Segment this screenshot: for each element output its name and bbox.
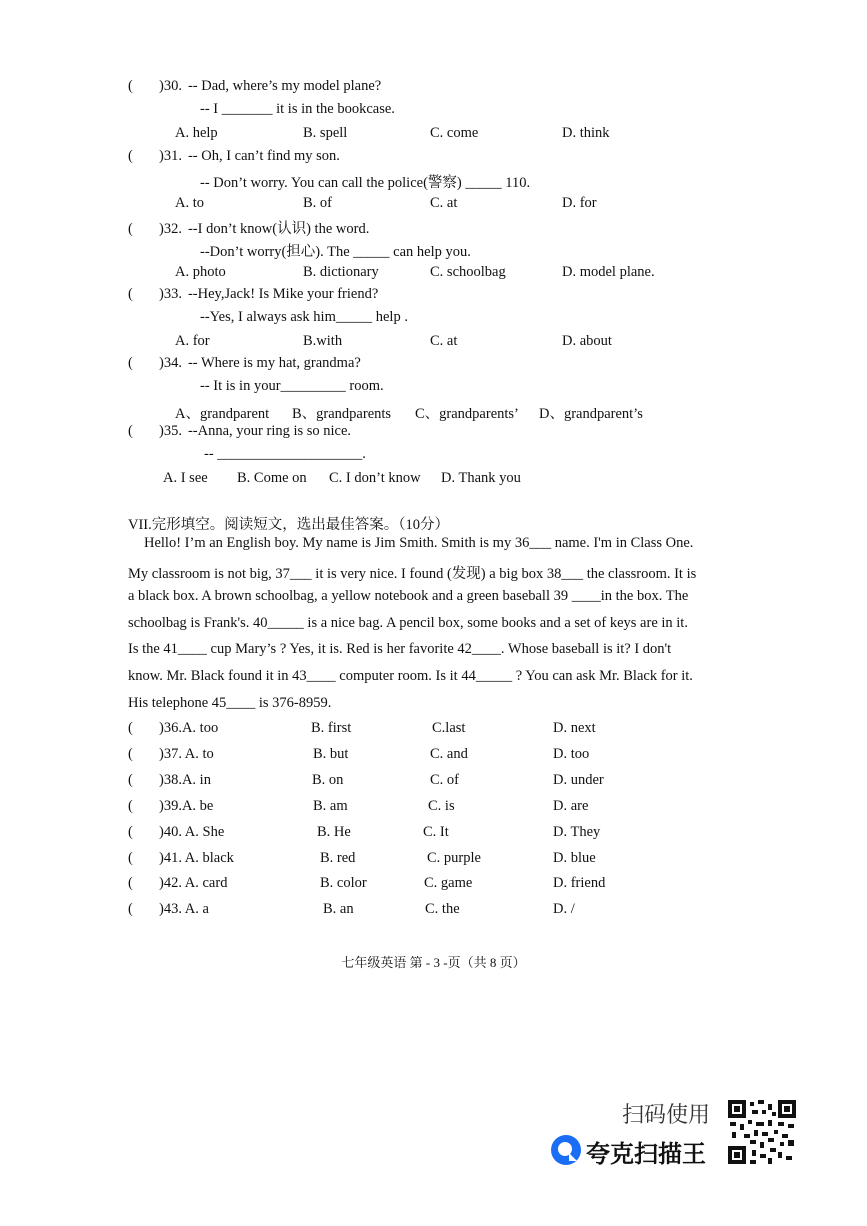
question-line xyxy=(128,355,361,372)
option-d[interactable]: D. too xyxy=(553,745,590,762)
option-b[interactable]: B. on xyxy=(312,771,344,788)
option-c[interactable]: C. I don’t know xyxy=(329,470,421,486)
option-d[interactable]: D. model plane. xyxy=(562,264,655,280)
option-d[interactable]: D. Thank you xyxy=(441,470,521,486)
option-a[interactable]: )39.A. be xyxy=(159,797,214,814)
question-response: -- Don’t worry. You can call the police(警察) _____ 110. xyxy=(200,175,531,191)
option-d[interactable]: D. friend xyxy=(553,875,606,892)
question-number: )30. xyxy=(159,78,182,94)
option-d[interactable]: D. under xyxy=(553,771,604,788)
option-c[interactable]: C. come xyxy=(430,125,479,141)
cloze-row xyxy=(128,875,227,892)
option-c[interactable]: C. the xyxy=(425,901,460,918)
answer-blank[interactable]: ( xyxy=(128,221,133,237)
option-c[interactable]: C、grandparents’ xyxy=(415,406,519,422)
question-prompt: --I don’t know(认识) the word. xyxy=(187,221,370,237)
option-c[interactable]: C. is xyxy=(428,797,455,814)
option-d[interactable]: D. They xyxy=(553,823,601,840)
option-a[interactable]: )42. A. card xyxy=(159,875,228,892)
passage-line: His telephone 45____ is 376-8959. xyxy=(128,694,332,711)
option-d[interactable]: D. about xyxy=(562,333,612,349)
option-a[interactable]: )40. A. She xyxy=(159,823,225,840)
answer-blank[interactable]: ( xyxy=(128,720,133,736)
question-line xyxy=(128,423,351,440)
passage-line: schoolbag is Frank's. 40_____ is a nice bag. A pencil box, some books and a set of keys are in it. xyxy=(128,614,688,631)
scan-label: 扫码使用 xyxy=(622,1103,711,1128)
option-a[interactable]: A. photo xyxy=(175,264,226,280)
question-number: )33. xyxy=(159,286,182,302)
question-line xyxy=(128,148,340,165)
question-prompt: -- Dad, where’s my model plane? xyxy=(187,78,382,94)
quark-logo-icon xyxy=(550,1134,582,1166)
cloze-row xyxy=(128,746,214,763)
passage-line: Hello! I’m an English boy. My name is Jim Smith. Smith is my 36___ name. I'm in Class One. xyxy=(144,535,694,551)
option-c[interactable]: C. game xyxy=(424,875,473,892)
answer-blank[interactable]: ( xyxy=(128,797,133,814)
section-title: VII.完形填空。阅读短文，选出最佳答案。（10分） xyxy=(128,517,450,533)
question-response: --Yes, I always ask him_____ help . xyxy=(200,309,408,325)
option-c[interactable]: C.last xyxy=(432,720,466,736)
question-number: )34. xyxy=(159,355,182,371)
answer-blank[interactable]: ( xyxy=(128,849,133,866)
option-b[interactable]: B. red xyxy=(320,849,356,866)
question-prompt: --Anna, your ring is so nice. xyxy=(187,423,352,439)
option-b[interactable]: B. spell xyxy=(303,125,348,141)
option-c[interactable]: C. It xyxy=(423,823,449,840)
question-line xyxy=(128,217,369,238)
answer-blank[interactable]: ( xyxy=(128,771,133,788)
question-line xyxy=(128,286,378,303)
question-prompt: -- Oh, I can’t find my son. xyxy=(187,148,340,164)
cloze-row xyxy=(128,901,209,918)
passage-line: know. Mr. Black found it in 43____ computer room. Is it 44_____ ? You can ask Mr. Black for it. xyxy=(128,668,693,684)
question-response: --Don’t worry(担心). The _____ can help you. xyxy=(200,244,471,260)
passage-line: My classroom is not big, 37___ it is very nice. I found (发现) a big box 38___ the classroom. It is xyxy=(128,565,697,582)
brand-name: 夸克扫描王 xyxy=(586,1140,706,1168)
passage-line: a black box. A brown schoolbag, a yellow notebook and a green baseball 39 ____in the box. The xyxy=(128,588,689,605)
option-b[interactable]: B. color xyxy=(320,875,367,892)
question-response: -- I _______ it is in the bookcase. xyxy=(200,101,395,117)
option-a[interactable]: )43. A. a xyxy=(159,901,209,918)
cloze-row xyxy=(128,824,224,841)
page-footer: 七年级英语 第 - 3 -页（共 8 页） xyxy=(341,955,526,970)
cloze-row xyxy=(128,720,218,737)
cloze-row xyxy=(128,772,211,789)
passage-line: Is the 41____ cup Mary’s ? Yes, it is. Red is her favorite 42____. Whose baseball is it? I don't xyxy=(128,641,672,658)
option-b[interactable]: B. am xyxy=(313,797,348,814)
option-a[interactable]: A. help xyxy=(175,125,218,141)
question-line xyxy=(128,78,381,95)
option-a[interactable]: )37. A. to xyxy=(159,745,214,762)
question-number: )35. xyxy=(159,423,182,439)
option-b[interactable]: B. of xyxy=(303,195,332,211)
option-a[interactable]: A、grandparent xyxy=(175,406,270,422)
answer-blank[interactable]: ( xyxy=(128,823,133,840)
option-d[interactable]: D. for xyxy=(562,195,597,211)
option-c[interactable]: C. purple xyxy=(427,849,481,866)
answer-blank[interactable]: ( xyxy=(128,78,133,94)
answer-blank[interactable]: ( xyxy=(128,148,133,164)
option-a[interactable]: A. for xyxy=(175,333,210,349)
option-c[interactable]: C. at xyxy=(430,195,458,211)
option-b[interactable]: B. first xyxy=(311,720,352,736)
option-c[interactable]: C. at xyxy=(430,333,458,349)
option-b[interactable]: B. an xyxy=(323,901,354,918)
option-d[interactable]: D. / xyxy=(553,901,575,918)
question-response: -- ____________________. xyxy=(204,446,366,462)
qr-code-icon[interactable] xyxy=(728,1100,796,1164)
answer-blank[interactable]: ( xyxy=(128,875,133,892)
answer-blank[interactable]: ( xyxy=(128,901,133,918)
option-b[interactable]: B.with xyxy=(303,333,343,349)
option-b[interactable]: B、grandparents xyxy=(292,406,392,422)
option-b[interactable]: B. dictionary xyxy=(303,264,379,280)
answer-blank[interactable]: ( xyxy=(128,745,133,762)
cloze-row xyxy=(128,798,213,815)
option-c[interactable]: C. schoolbag xyxy=(430,264,506,280)
question-number: )31. xyxy=(159,148,182,164)
answer-blank[interactable]: ( xyxy=(128,286,133,302)
question-number: )32. xyxy=(159,221,182,237)
option-d[interactable]: D. blue xyxy=(553,849,596,866)
option-a[interactable]: )38.A. in xyxy=(159,771,211,788)
option-c[interactable]: C. and xyxy=(430,745,468,762)
option-a[interactable]: )41. A. black xyxy=(159,849,234,866)
answer-blank[interactable]: ( xyxy=(128,355,133,371)
cloze-row xyxy=(128,850,234,867)
answer-blank[interactable]: ( xyxy=(128,423,133,439)
option-c[interactable]: C. of xyxy=(430,771,459,788)
question-prompt: -- Where is my hat, grandma? xyxy=(187,355,361,371)
option-d[interactable]: D. are xyxy=(553,797,589,814)
question-prompt: --Hey,Jack! Is Mike your friend? xyxy=(187,286,379,302)
option-b[interactable]: B. but xyxy=(313,745,349,762)
option-d[interactable]: D. think xyxy=(562,125,610,141)
option-a[interactable]: A. to xyxy=(175,195,204,211)
question-response: -- It is in your_________ room. xyxy=(200,378,384,394)
option-b[interactable]: B. Come on xyxy=(237,470,307,486)
option-d[interactable]: D、grandparent’s xyxy=(539,406,643,422)
option-a[interactable]: A. I see xyxy=(163,470,208,486)
option-b[interactable]: B. He xyxy=(317,823,351,840)
option-a[interactable]: )36.A. too xyxy=(159,720,219,736)
option-d[interactable]: D. next xyxy=(553,720,596,736)
